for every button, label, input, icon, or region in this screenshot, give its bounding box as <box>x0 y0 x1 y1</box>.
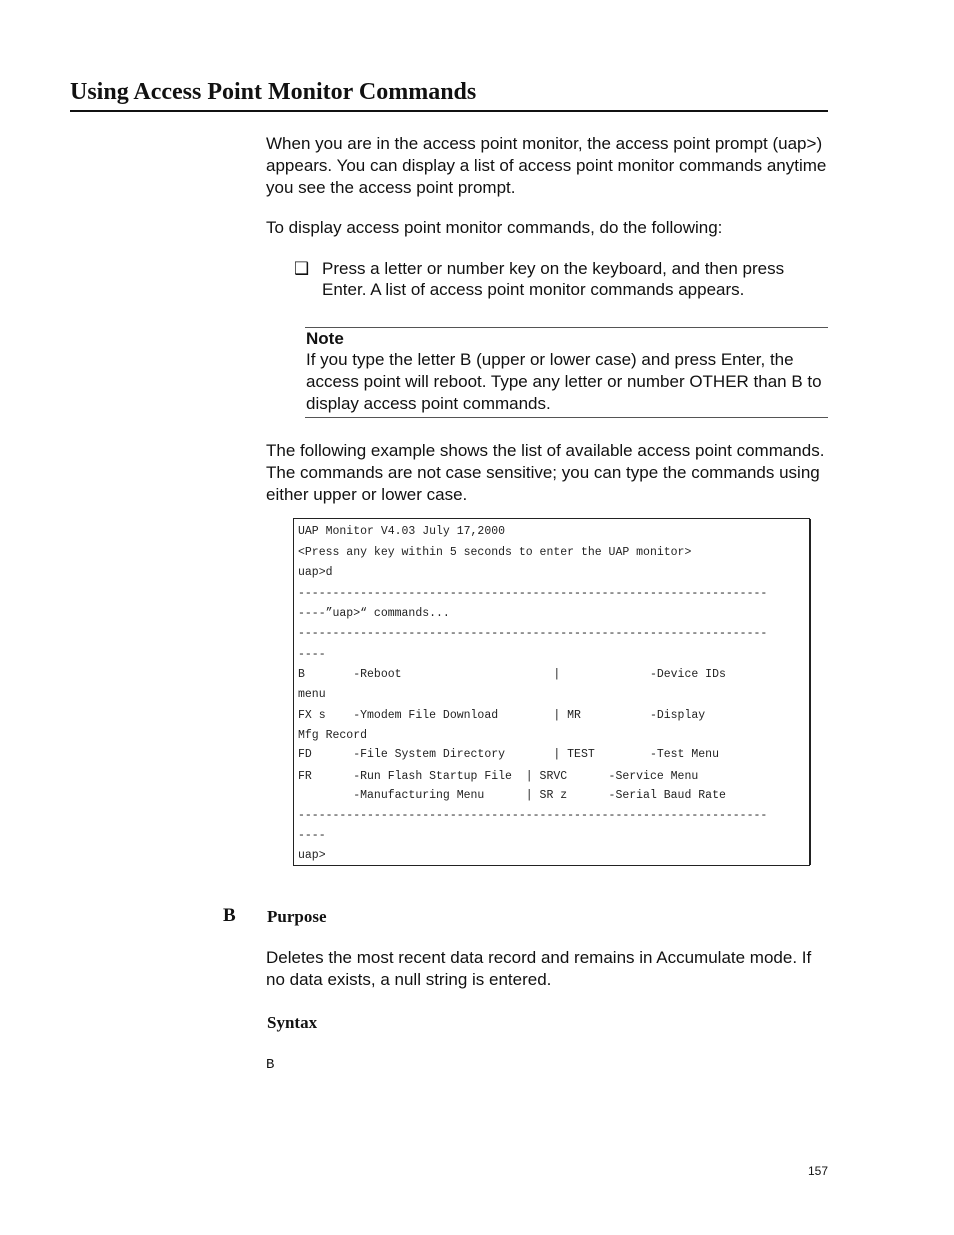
heading-rule <box>70 110 828 112</box>
command-letter-heading: B <box>223 905 236 926</box>
code-line: -------------------------------------------------------------------- <box>298 809 768 822</box>
code-line: uap> <box>298 849 326 862</box>
checkbox-bullet-icon: ❑ <box>294 259 310 278</box>
intro-paragraph: When you are in the access point monitor, the access point prompt (uap>) appears. You can display a list of access point monitor commands anytime you see the access point prompt. <box>266 134 827 197</box>
code-line: -------------------------------------------------------------------- <box>298 627 768 640</box>
note-body: If you type the letter B (upper or lower case) and press Enter, the access point will reboot. Type any letter or number OTHER than B to display access point commands. <box>306 350 822 413</box>
note-bottom-rule <box>305 417 828 418</box>
code-line: B -Reboot | -Device IDs <box>298 668 726 681</box>
code-box-shadow-edge <box>810 519 811 865</box>
bullet-text: Press a letter or number key on the keyboard, and then press Enter. A list of access point monitor commands appears. <box>322 259 785 299</box>
code-line: Mfg Record <box>298 729 368 742</box>
code-line: uap>d <box>298 566 333 579</box>
code-line: ---- <box>298 829 326 842</box>
page-heading: Using Access Point Monitor Commands <box>70 79 477 105</box>
note-top-rule <box>305 327 828 328</box>
code-line: -Manufacturing Menu | SR z -Serial Baud Rate <box>298 789 726 802</box>
code-line: FD -File System Directory | TEST -Test Menu <box>298 748 719 761</box>
code-line: menu <box>298 688 326 701</box>
syntax-value: B <box>266 1057 275 1073</box>
code-line: ---- <box>298 648 326 661</box>
code-example-box <box>293 518 810 866</box>
code-line: FR -Run Flash Startup File | SRVC -Service Menu <box>298 770 699 783</box>
code-line: ----”uap>“ commands... <box>298 607 450 620</box>
purpose-heading: Purpose <box>267 907 327 926</box>
code-line: <Press any key within 5 seconds to enter the UAP monitor> <box>298 546 692 559</box>
code-line: UAP Monitor V4.03 July 17,2000 <box>298 525 506 538</box>
page-number: 157 <box>808 1164 829 1178</box>
note-title: Note <box>306 329 344 348</box>
syntax-heading: Syntax <box>267 1013 318 1032</box>
purpose-paragraph: Deletes the most recent data record and remains in Accumulate mode. If no data exists, a null string is entered. <box>266 948 812 989</box>
code-line: -------------------------------------------------------------------- <box>298 587 768 600</box>
instruction-paragraph: To display access point monitor commands, do the following: <box>266 218 723 237</box>
code-line: FX s -Ymodem File Download | MR -Display <box>298 709 706 722</box>
example-intro-paragraph: The following example shows the list of available access point commands. The commands are not case sensitive; you can type the commands using either upper or lower case. <box>266 441 825 504</box>
